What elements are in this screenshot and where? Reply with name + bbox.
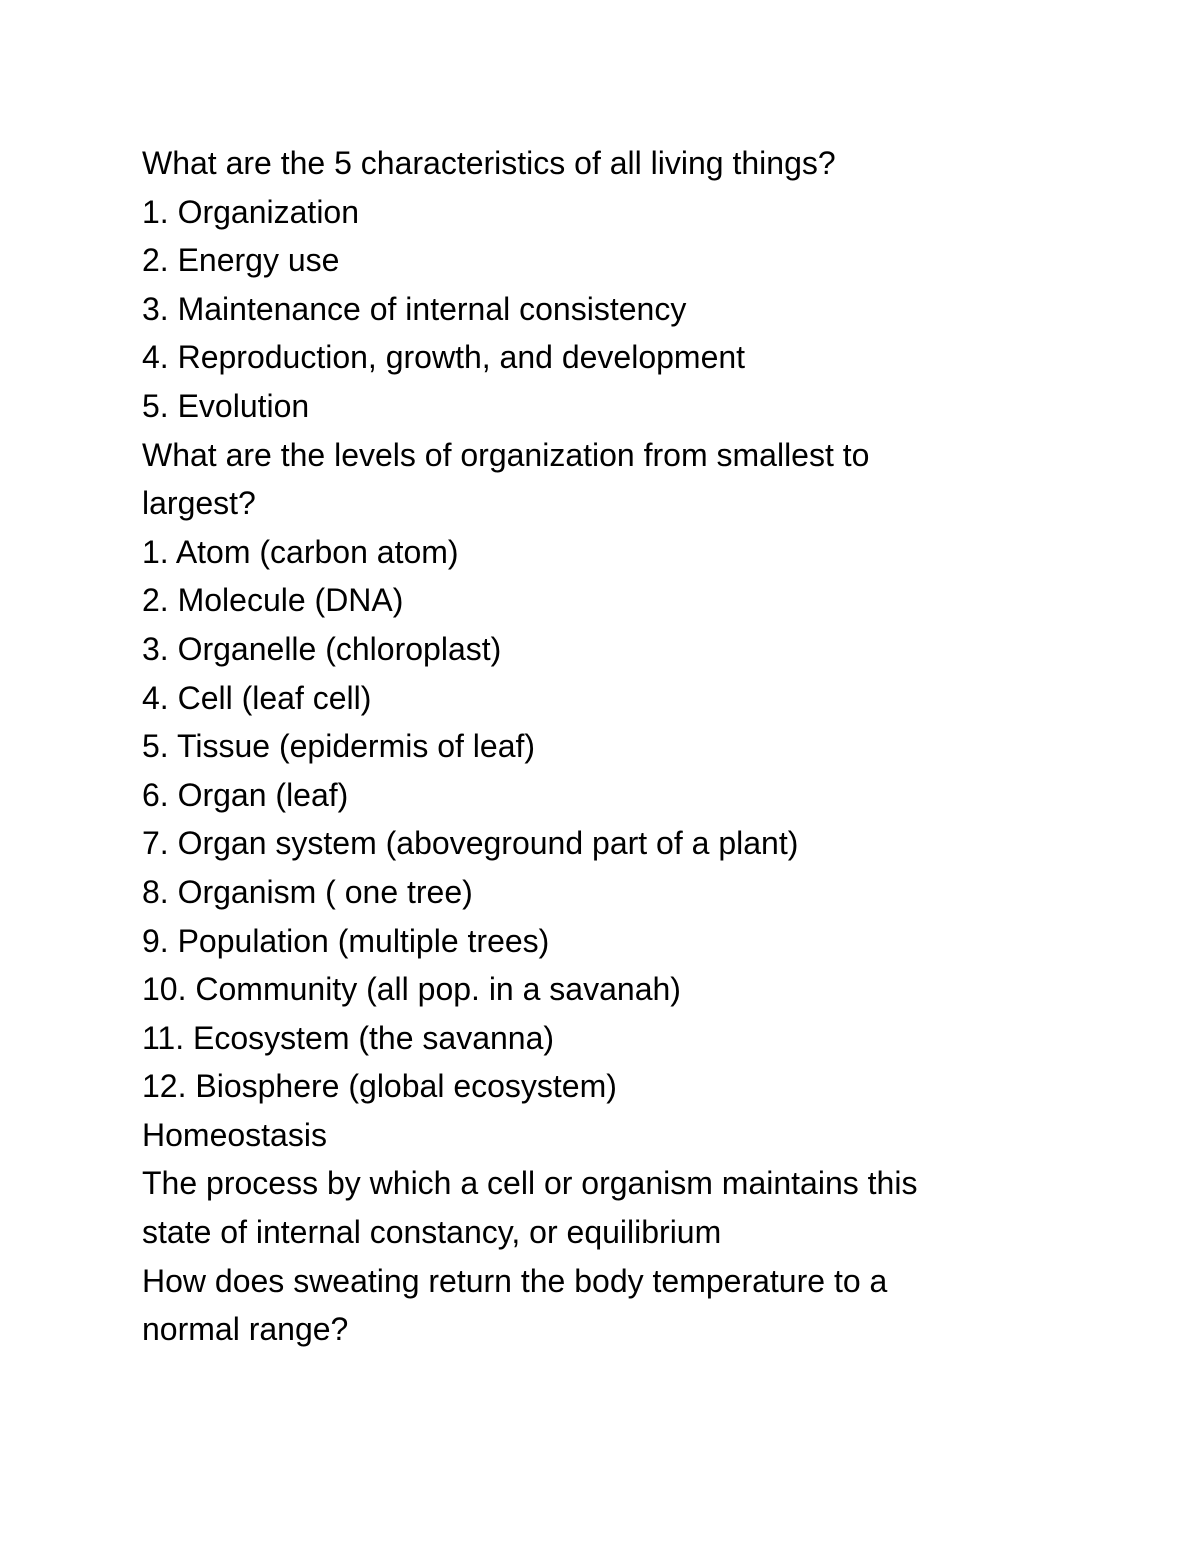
- list-item: 6. Organ (leaf): [142, 776, 349, 813]
- definition-line: The process by which a cell or organism maintains this: [142, 1165, 918, 1202]
- list-item: 1. Organization: [142, 193, 360, 230]
- list-item: 1. Atom (carbon atom): [142, 533, 459, 570]
- document-body: [142, 139, 1022, 1354]
- list-item: 10. Community (all pop. in a savanah): [142, 971, 681, 1008]
- list-item: 4. Reproduction, growth, and development: [142, 339, 746, 376]
- list-item: 2. Molecule (DNA): [142, 582, 404, 619]
- list-item: 3. Maintenance of internal consistency: [142, 290, 687, 327]
- list-item: 4. Cell (leaf cell): [142, 679, 372, 716]
- list-item: 7. Organ system (aboveground part of a plant): [142, 825, 799, 862]
- list-item: 12. Biosphere (global ecosystem): [142, 1068, 617, 1105]
- list-item: 3. Organelle (chloroplast): [142, 630, 502, 667]
- question-levels-line: What are the levels of organization from smallest to: [142, 436, 870, 473]
- list-item: 8. Organism ( one tree): [142, 873, 473, 910]
- question-sweating-line: normal range?: [142, 1311, 349, 1348]
- term-heading: Homeostasis: [142, 1116, 327, 1153]
- list-item: 9. Population (multiple trees): [142, 922, 550, 959]
- question-characteristics-line: What are the 5 characteristics of all living things?: [142, 145, 836, 181]
- list-item: 5. Tissue (epidermis of leaf): [142, 728, 536, 765]
- list-item: 5. Evolution: [142, 387, 310, 424]
- question-levels-line: largest?: [142, 485, 256, 522]
- list-item: 11. Ecosystem (the savanna): [142, 1019, 555, 1056]
- list-item: 2. Energy use: [142, 242, 340, 279]
- definition-line: state of internal constancy, or equilibrium: [142, 1214, 722, 1251]
- question-sweating-line: How does sweating return the body temperature to a: [142, 1262, 888, 1299]
